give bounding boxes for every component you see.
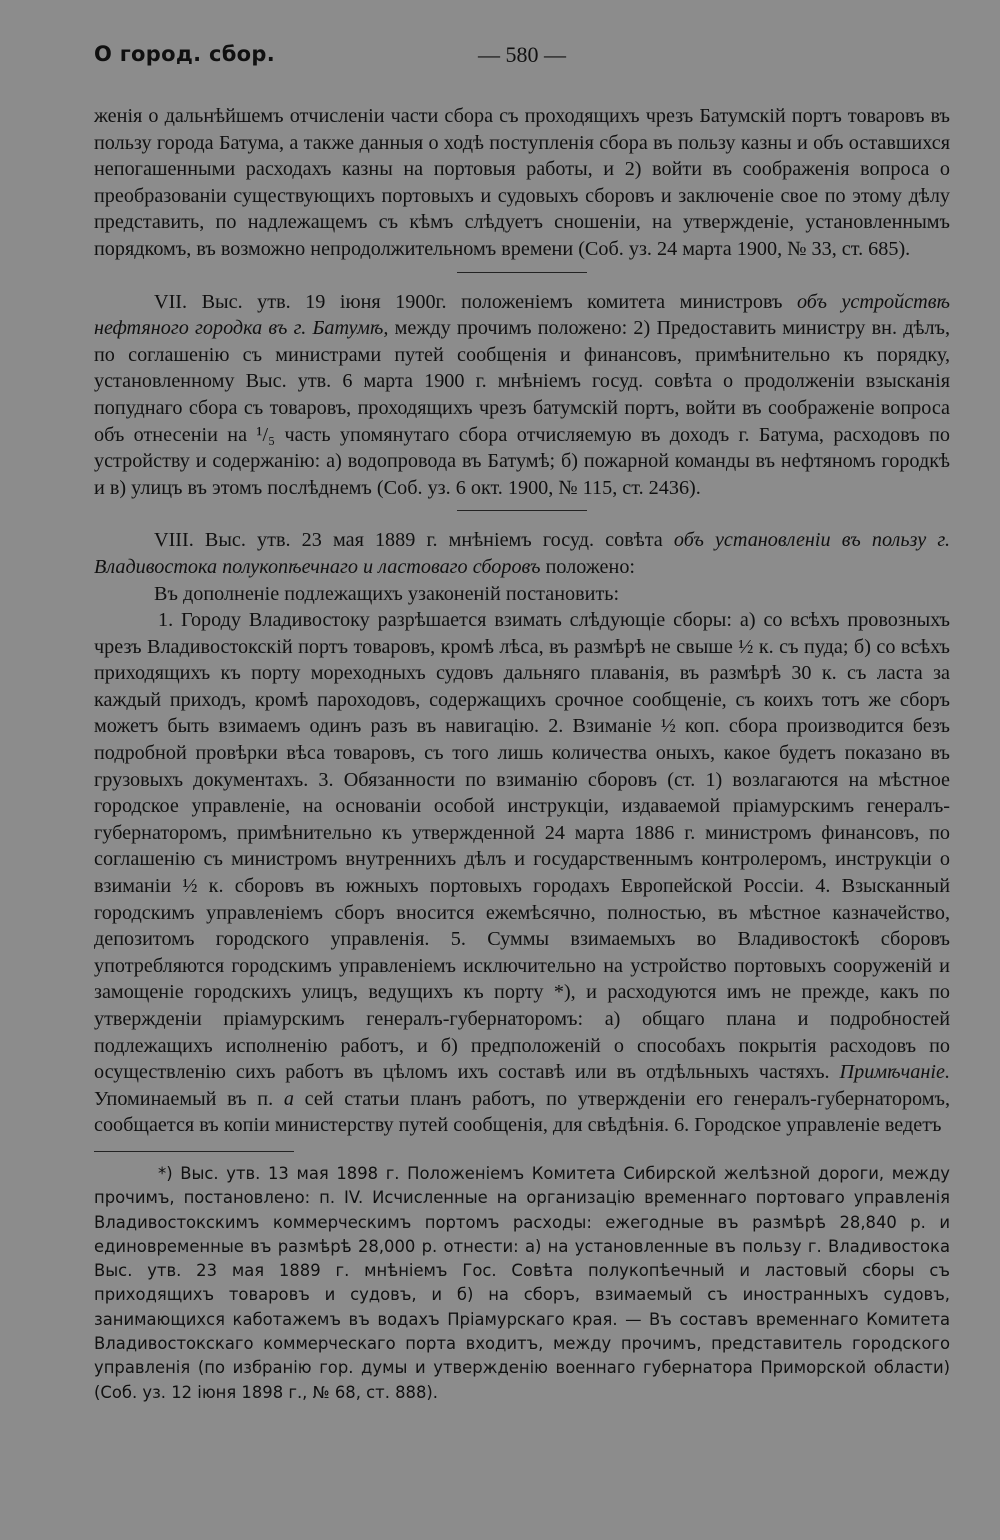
continuation-paragraph: женія о дальнѣйшемъ отчисленіи части сбора съ проходящихъ чрезъ Батумскій портъ товаровъ въ пользу города Батума, а также данныя о ходѣ поступленія сбора въ пользу казны и объ оставшихся непогашенными расходахъ казны на портовыя работы, и 2) войти въ соображенія вопроса о преобразованіи существующихъ портовыхъ и судовыхъ сборовъ и заключеніе свое по этому дѣлу представить, по надлежащемъ съ кѣмъ слѣдуетъ сношеніи, на утвержденіе, установленнымъ порядкомъ, въ возможно непродолжительномъ времени (Соб. уз. 24 марта 1900, № 33, ст. 685).	[94, 105, 950, 260]
section-viii-title: объ установленіи въ пользу г. Владивостока полукопѣечнаго и ластоваго сборовъ	[94, 529, 950, 578]
section-divider	[457, 510, 587, 511]
section-viii-text: положено:	[540, 555, 636, 578]
note-label: Примѣчаніе.	[839, 1061, 950, 1084]
numbered-points-paragraph	[94, 607, 950, 1139]
footnote-text: *) Выс. утв. 13 мая 1898 г. Положеніемъ Комитета Сибирской желѣзной дороги, между прочимъ, постановлено: п. IV. Исчисленные на организацію временнаго портоваго управленія Владивостокскимъ коммерческимъ портомъ расходы: ежегодные въ размѣрѣ 28,840 р. и единовременные въ размѣрѣ 28,000 р. отнести: а) на установленные въ пользу г. Владивостока Выс. утв. 23 мая 1889 г. мнѣніемъ Гос. Совѣта полукопѣечный и ластовый сборы съ приходящихъ товаровъ и судовъ, и б) на сборъ, взимаемый съ иностранныхъ судовъ, занимающихся каботажемъ въ водахъ Пріамурскаго края. — Въ составъ временнаго Комитета Владивостокскаго коммерческаго порта входитъ, между прочимъ, представитель городского управленія (по избранію гор. думы и утвержденію военнаго губернатора Приморской области) (Соб. уз. 12 іюня 1898 г., № 68, ст. 888).	[94, 1163, 950, 1402]
section-vii-paragraph	[94, 289, 950, 502]
note-text: сей статьи планъ работъ, по утвержденіи его генералъ-губернаторомъ, сообщается въ копіи министерству путей сообщенія, для свѣдѣнія. 6. Городское управленіе ведетъ	[94, 1087, 951, 1137]
page-number: — 580 —	[478, 42, 566, 67]
section-divider	[457, 272, 587, 273]
addition-paragraph: Въ дополненіе подлежащихъ узаконеній постановить:	[154, 582, 620, 605]
section-viii-prefix: VIII. Выс. утв. 23 мая 1889 г. мнѣніемъ госуд. совѣта	[154, 529, 674, 552]
note-mid: Упоминаемый въ п.	[94, 1087, 284, 1110]
section-vii-prefix: VII. Выс. утв. 19 іюня 1900г. положеніемъ комитета министровъ	[154, 290, 797, 313]
footnote-divider	[94, 1151, 294, 1152]
note-letter: а	[283, 1087, 294, 1110]
section-vii-text: между прочимъ положено: 2) Предоставить министру вн. дѣлъ, по соглашенію съ министрами путей сообщенія и финансовъ, примѣнительно къ порядку, установленному Выс. утв. 6 марта 1900 г. мнѣніемъ госуд. совѣта о продолженіи взысканія попуднаго сбора съ товаровъ, проходящихъ чрезъ батумскій портъ, войти въ соображеніе вопроса объ отнесеніи на ¹/₅ часть упомянутаго сбора отчисляемую въ доходъ г. Батума, расходовъ по устройству и содержанію: а) водопровода въ Батумѣ; б) пожарной команды въ нефтяномъ городкѣ и в) улицъ въ этомъ послѣднемъ (Соб. уз. 6 окт. 1900, № 115, ст. 2436).	[94, 317, 950, 499]
footnote	[94, 1162, 950, 1405]
points-text: 1. Городу Владивостоку разрѣшается взимать слѣдующіе сборы: а) со всѣхъ провозныхъ чрезъ Владивостокскій портъ товаровъ, кромѣ лѣса, въ размѣрѣ не свыше ½ к. съ пуда; б) со всѣхъ приходящихъ къ порту мореходныхъ судовъ дальняго плаванія, въ размѣрѣ 30 к. съ ласта за каждый приходъ, кромѣ пароходовъ, содержащихъ срочное сообщеніе, съ коихъ тотъ же сборъ можетъ быть взимаемъ одинъ разъ въ навигацію. 2. Взиманіе ½ коп. сбора производится безъ подробной провѣрки вѣса товаровъ, съ того лишь количества оныхъ, какое будетъ показано въ грузовыхъ документахъ. 3. Обязанности по взиманію сборовъ (ст. 1) возлагаются на мѣстное городское управленіе, на основаніи особой инструкціи, издаваемой пріамурскимъ генералъ-губернаторомъ, примѣнительно къ утвержденной 24 марта 1886 г. министромъ финансовъ, по соглашенію съ министромъ внутреннихъ дѣлъ и государственнымъ контролеромъ, инструкціи о взиманіи ½ к. сборовъ въ южныхъ портовыхъ городахъ Европейской Россіи. 4. Взысканный городскимъ управленіемъ сборъ вносится ежемѣсячно, полностью, въ мѣстное казначейство, депозитомъ городского управленія. 5. Суммы взимаемыхъ во Владивостокѣ сборовъ употребляются городскимъ управленіемъ исключительно на устройство портовыхъ сооруженій и замощеніе городскихъ улицъ, ведущихъ къ порту *), и расходуются имъ не прежде, какъ по утвержденіи пріамурскимъ генералъ-губернаторомъ: а) общаго плана и подробностей подлежащихъ исполненію работъ, и б) предположеній о способахъ покрытія расходовъ по осуществленію сихъ работъ въ цѣломъ ихъ составѣ или въ отдѣльныхъ частяхъ.	[94, 609, 950, 1084]
main-text	[94, 103, 950, 1405]
section-vii-title: объ устройствѣ нефтяного городка въ г. Батумѣ,	[94, 290, 950, 340]
page-header	[94, 42, 950, 76]
section-viii-paragraph	[94, 527, 950, 580]
running-head: О город. сбор.	[94, 42, 276, 66]
